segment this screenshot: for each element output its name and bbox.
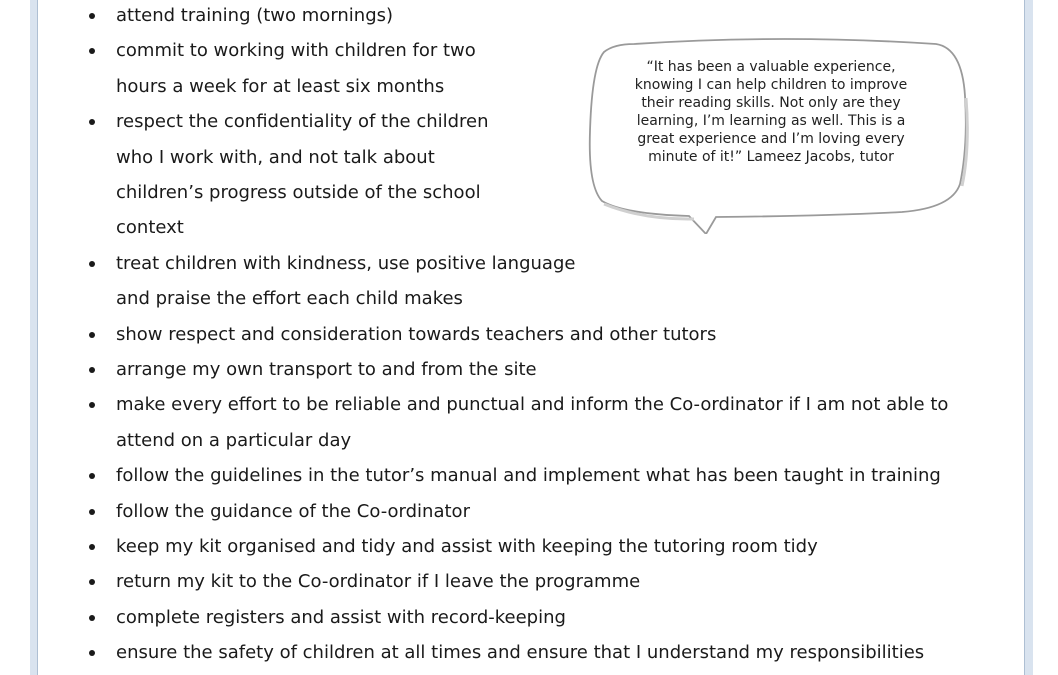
testimonial-line: their reading skills. Not only are they	[641, 95, 901, 111]
bullet-dot	[89, 473, 95, 479]
bullet-dot	[89, 332, 95, 338]
bullet-dot	[89, 48, 95, 54]
commitment-text: keep my kit organised and tidy and assist with keeping the tutoring room tidy	[116, 536, 818, 557]
commitment-text: children’s progress outside of the school	[116, 182, 481, 203]
bullet-dot	[89, 579, 95, 585]
testimonial-line: knowing I can help children to improve	[634, 77, 908, 93]
commitment-text: make every effort to be reliable and punctual and inform the Co-ordinator if I am not able to	[116, 394, 949, 416]
bullet-dot	[89, 261, 95, 267]
commitment-text: show respect and consideration towards teachers and other tutors	[116, 323, 717, 345]
page-border-left	[30, 0, 40, 675]
commitment-text: ensure the safety of children at all times and ensure that I understand my responsibilities	[116, 642, 925, 664]
commitment-text: follow the guidelines in the tutor’s manual and implement what has been taught in training	[116, 465, 941, 487]
bullet-dot	[89, 615, 95, 621]
bullet-dot	[89, 544, 95, 550]
commitment-text: hours a week for at least six months	[116, 75, 445, 97]
commitment-text: complete registers and assist with record-keeping	[116, 606, 566, 628]
testimonial-line: “It has been a valuable experience,	[646, 59, 896, 75]
bullet-dot	[89, 402, 95, 408]
bullet-dot	[89, 650, 95, 656]
commitment-text: return my kit to the Co-ordinator if I leave the programme	[116, 571, 641, 593]
commitment-text: attend on a particular day	[116, 429, 352, 451]
bullet-dot	[89, 509, 95, 515]
commitment-text: attend training (two mornings)	[116, 5, 394, 26]
bullet-dot	[89, 119, 95, 125]
page-border-right	[1022, 0, 1033, 675]
commitment-text: respect the confidentiality of the children	[116, 111, 489, 133]
testimonial-quote	[604, 58, 938, 166]
commitment-text: arrange my own transport to and from the site	[116, 359, 537, 380]
commitment-text: and praise the effort each child makes	[116, 288, 463, 310]
bullet-dot	[89, 367, 95, 373]
testimonial-line: minute of it!” Lameez Jacobs, tutor	[648, 149, 894, 165]
bullet-dot	[89, 13, 95, 19]
testimonial-line: great experience and I’m loving every	[637, 131, 905, 147]
commitment-text: commit to working with children for two	[116, 40, 476, 62]
testimonial-line: learning, I’m learning as well. This is a	[636, 113, 906, 129]
commitment-text: who I work with, and not talk about	[116, 146, 435, 168]
commitment-text: context	[116, 217, 184, 239]
commitment-text: treat children with kindness, use positive language	[116, 252, 576, 274]
commitment-text: follow the guidance of the Co-ordinator	[116, 500, 470, 522]
